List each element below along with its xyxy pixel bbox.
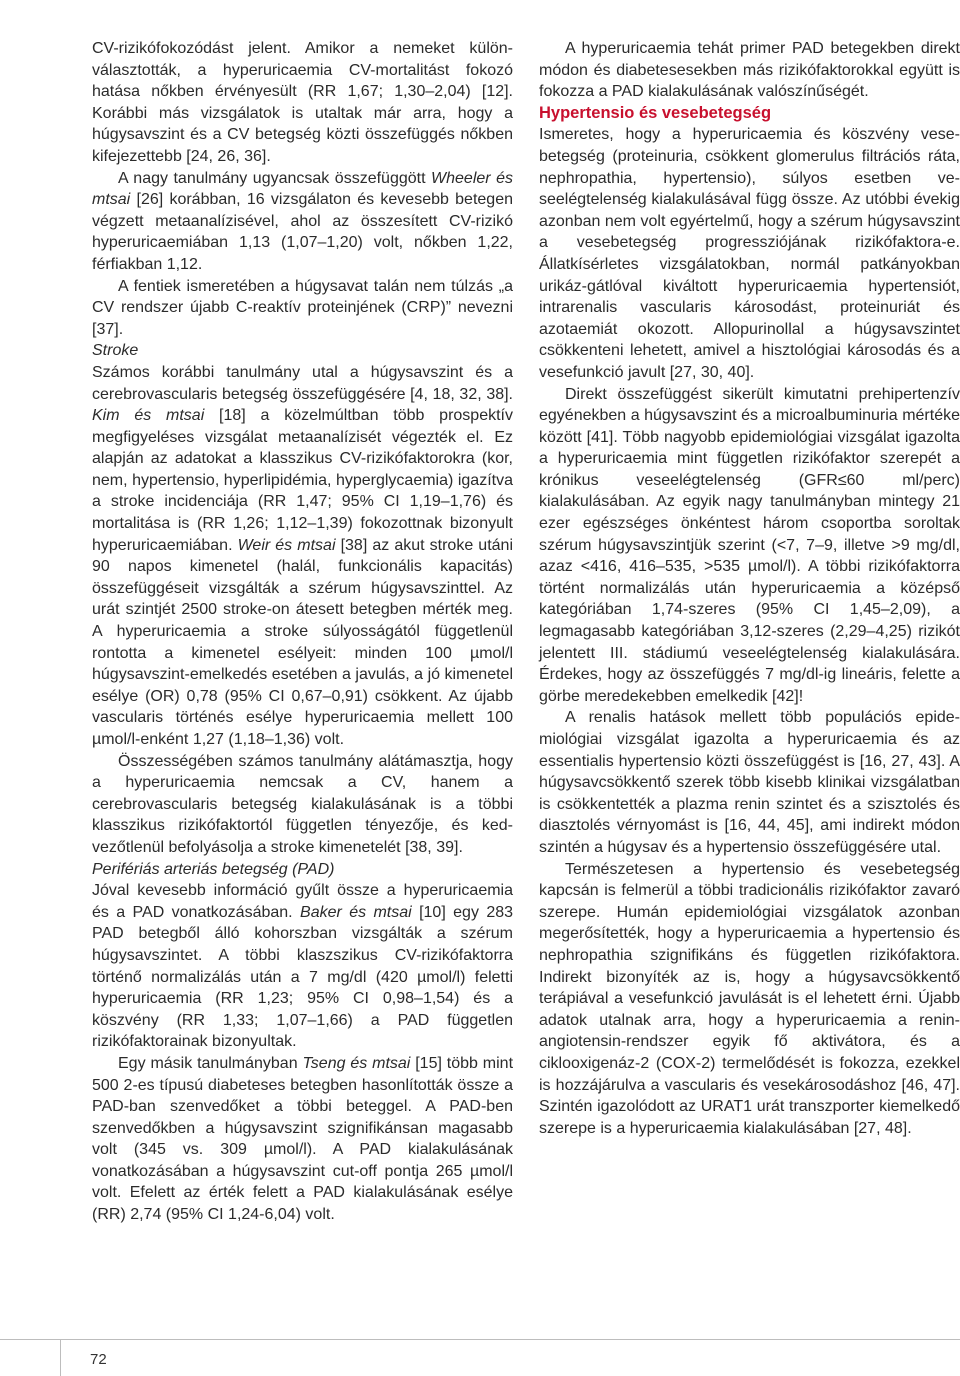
text-run: [26] korábban, 16 vizsgálaton és kevesebb betegen végzett metaanalízisével, ahol az összesített CV-rizikó hyperuricaemiában 1,13 (1,07–1,20) volt, nőkben 1,22, férfiakban 1,12. xyxy=(92,191,513,273)
page-number: 72 xyxy=(90,1351,107,1368)
author-citation: Weir és mtsai xyxy=(237,536,336,554)
text-run: A nagy tanulmány ugyancsak összefüggött xyxy=(118,169,432,187)
body-paragraph xyxy=(92,362,513,751)
right-column xyxy=(539,38,960,1139)
body-paragraph: Ismeretes, hogy a hyperuricaemia és köszvény vesebetegség (proteinuria, csökkent glomerulus filtrációs ráta, nephropathia, hypertensio), súlyos esetben veseelégtelenség kialakulásával függ össze. Az utóbbi évekig azonban nem volt egyértelmű, hogy a szérum húgysavszint a vesebetegség progressziójának rizikófaktora-e. Állatkísérletes vizsgálatokban, normál patkányokban urikáz-gátlóval kiváltott hyperuricaemia hypertensiót, intrarenalis vascularis károsodást, proteinuriát és azotaemiát okozott. Allopurinollal a húgysavszintet csökkenteni lehetett, amivel a hisztológiai károsodás és a vesefunkció javult [27, 30, 40]. xyxy=(539,126,960,381)
body-paragraph: A fentiek ismeretében a húgysavat talán nem túlzás „a CV rendszer újabb C-reaktív proteinjének (CRP)” nevezni [37]. xyxy=(92,277,513,338)
author-citation: Wheeler és mtsai xyxy=(92,169,514,209)
footer-rule xyxy=(0,1339,960,1340)
text-run: [38] az akut stroke utáni 90 napos kimenetel (halál, funkcionális kapacitás) összefüggéseit vizsgálták a szérum húgysavszinttel. Az urát szintjét 2500 stroke-on átesett betegben mérték meg. A hyperuricaemia a stroke súlyosságától függetlenül rontotta a kimenetel esélyeit: minden 100 µmol/l húgysavszint-emelkedés esetében a javulás, a jó kimenetel esélye (OR) 0,78 (95% CI 0,67–0,91) csökkent. Az újabb vascularis történés esélye hyperuricaemia mellett 100 µmol/l-enként 1,27 (1,18–1,36) volt. xyxy=(92,536,514,748)
body-paragraph: Direkt összefüggést sikerült kimutatni prehipertenzív egyénekben a húgysavszint és a microalbuminuria mértéke között [41]. Több nagyobb epidemiológiai vizsgálat igazolta a hyperuricaemia mint független rizikófaktor szerepét a krónikus veseelégtelenség (GFR≤60 ml/perc) kialakulásában. Az egyik nagy tanulmányban mintegy 21 ezer egészséges önkéntest három csoportba soroltak szérum húgysavszintjük szerint (<7, 7–9, illetve >9 mg/dl, azaz <416, 416–535, >535 µmol/l). A többi rizikófaktorra történt normalizálás után hyperuricaemia a középső kategóriában 1,74-szeres (95% CI 1,45–2,09), a legmagasabb kategóriában 3,12-szeres (2,29–4,25) rizikót jelentett III. stádiumú veseelégtelenség kialakulására. Érdekes, hogy az összefüggés 7 mg/dl-ig lineáris, felette a görbe meredekebben emelkedik [42]! xyxy=(539,385,960,705)
subsection-title-pad: Perifériás arteriás betegség (PAD) xyxy=(92,860,335,878)
left-column xyxy=(92,38,513,1226)
section-heading: Hypertensio és vesebetegség xyxy=(539,103,772,122)
body-paragraph xyxy=(92,1053,513,1226)
body-paragraph xyxy=(92,880,513,1053)
text-run: Számos korábbi tanulmány utal a húgysavszint és a cerebrovascularis betegség összefüggésére [4, 18, 32, 38]. xyxy=(92,363,513,403)
text-run: [10] egy 283 PAD betegből álló kohorszban vizsgálták a szérum húgysavszintet. A többi klaszszikus CV-rizikófaktorra történő normalizálás után a 7 mg/dl (420 µmol/l) feletti hyperuricaemia (RR 1,23; 95% CI 0,98–1,54) és a köszvény (RR 1,33; 1,07–1,66) a PAD független rizikófaktorainak bizonyultak. xyxy=(92,903,514,1051)
body-paragraph: Összességében számos tanulmány alátámasztja, hogy a hyperuricaemia nemcsak a CV, hanem a cerebrovascularis betegség kialakulásának is a többi klasszikus rizikófaktortól független tényezője, és kedvezőtlenül befolyásolja a stroke kimenetelét [38, 39]. xyxy=(92,752,513,856)
body-paragraph: A hyperuricaemia tehát primer PAD betegekben direkt módon és diabetesesekben más rizikófaktorokkal együtt is fokozza a PAD kialakulásának valószínűségét. xyxy=(539,40,960,101)
text-run: [15] több mint 500 2-es típusú diabeteses betegben hasonlították össze a PAD-ban szenvedőket a többi beteggel. A PAD-ben szenvedőkben a húgysavszint szignifikánsan magasabb volt (345 vs. 309 µmol/l). A PAD kialakulásának vonatkozásában a húgysavszint cut-off pontja 265 µmol/l volt. Efelett az érték felett a PAD kialakulásának esélye (RR) 2,74 (95% CI 1,24-6,04) volt. xyxy=(92,1054,514,1224)
body-paragraph xyxy=(92,168,513,276)
text-run: Egy másik tanulmányban xyxy=(118,1054,303,1072)
author-citation: Baker és mtsai xyxy=(300,903,412,921)
body-paragraph: Természetesen a hypertensio és vesebetegség kapcsán is felmerül a többi tradicionális rizikófaktor zavaró szerepe. Humán epidemiológiai vizsgálatok azonban megerősítették, hogy a hyperuricaemia a hypertensio és nephropathia szignifikáns és független rizikófaktora. Indirekt bizonyíték az is, hogy a húgysavcsökkentő terápiával a vesefunkció javulását is el lehetett érni. Újabb adatok utalnak arra, hogy a hyperuricaemia a renin-angiotensin-rendszer egyik fő aktivátora, és a ciklooxigenáz-2 (COX-2) termelődését is fokozza, ezekkel is hozzájárulva a vascularis és vesekárosodáshoz [46, 47]. Szintén igazolódott az URAT1 urát transzporter kiemelkedő szerepe is a hyperuricaemia kialakulásában [27, 48]. xyxy=(539,860,960,1137)
body-paragraph: CV-rizikófokozódást jelent. Amikor a nemeket különválasztották, a hyperuricaemia CV-mortalitást fokozó hatása nőkben érvényesült (RR 1,67; 1,30–2,04) [12]. Korábbi más vizsgálatok is utaltak már arra, hogy a húgysavszint és a CV betegség közti összefüggés nőkben kifejezettebb [24, 26, 36]. xyxy=(92,40,513,165)
footer-divider xyxy=(60,1339,61,1376)
text-run: [18] a közelmúltban több prospektív megfigyeléses vizsgálat metaanalízisét végezték el. Ez alapján az adatokat a klasszikus CV-rizikófaktorokra (kor, nem, hypertensio, hyperlipidémia, hyperglycaemia) igazítva a stroke incidenciája (RR 1,47; 95% CI 1,19–1,76) és mortalitása is (RR 1,26; 1,12–1,39) fokozottnak bizonyult hyperuricaemiában. xyxy=(92,407,513,554)
body-paragraph: A renalis hatások mellett több populációs epidemiológiai vizsgálat igazolta a hyperuricaemia és az essentialis hypertensio közti összefüggést is [16, 27, 43]. A húgysavcsökkentő szerek több kisebb klinikai vizsgálatban is csökkentették a plazma renin szintet és a szisztolés és diasztolés vérnyomást is [16, 44, 45], ami indirekt módon szintén a húgysav és a hypertensio összefüggésére utal. xyxy=(539,709,960,856)
text-run: Jóval kevesebb információ gyűlt össze a hyperuricaemia és a PAD vonatkozásában. xyxy=(92,882,513,921)
subsection-title-stroke: Stroke xyxy=(92,342,139,360)
author-citation: Kim és mtsai xyxy=(92,407,205,425)
author-citation: Tseng és mtsai xyxy=(302,1054,411,1072)
